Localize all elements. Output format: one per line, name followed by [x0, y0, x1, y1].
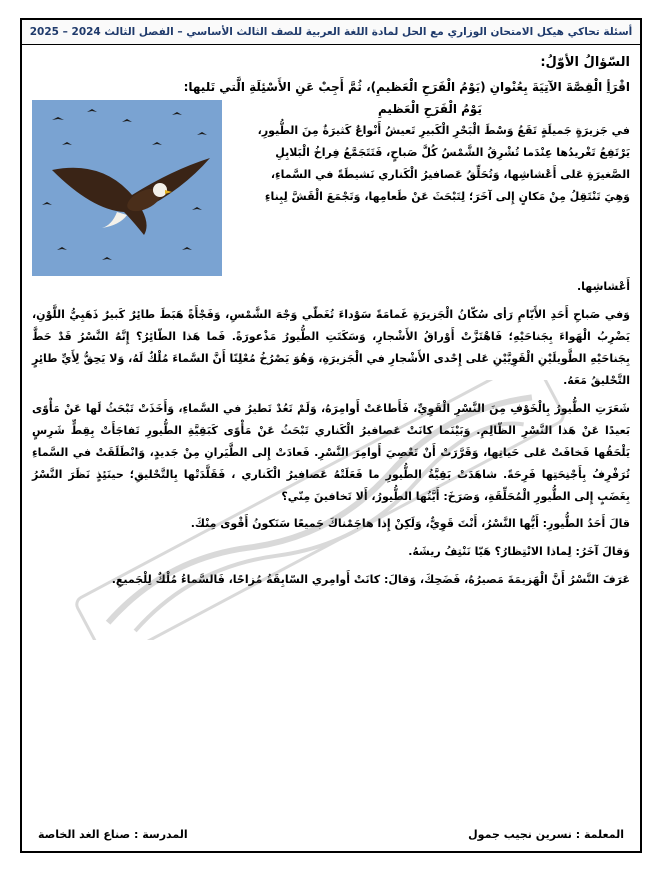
school-name: المدرسة : صناع الغد الخاصة	[38, 828, 188, 841]
story-paragraph-2: وَفي صَباحِ أَحَدِ الأَيّامِ رَأى سُكّانُ الْجَزيرَةِ غَمامَةً سَوْداءَ تُغَطّي وَجْهَ الشَّمْسِ، وَفَجْأَةً هَبَطَ طائِرٌ كَبيرٌ ذَهَبِيُّ اللَّوْنِ، يَضْرِبُ الْهَواءَ بِجَناحَيْهِ؛ فَاهْتَزَّتْ أَوْراقُ الأَشْجارِ، وَسَكَتَتِ الطُّيورُ مَذْعورَةً. فَما هَذا الطّائِرُ؟ إِنَّهُ النَّسْرُ قَدْ حَطَّ بِجَناحَيْهِ الطَّويلَيْنِ الْقَوِيَّيْنِ عَلى إِحْدى الأَشْجارِ في الْجَزيرَةِ، وَهُوَ يَصْرُخُ مُعْلِنًا أَنَّ السَّماءَ مُلْكٌ لَهُ، وَلا يَحِقُّ لِأَيِّ طائِرٍ التَّحْليقُ مَعَهُ.	[32, 308, 630, 387]
content-area	[22, 45, 640, 590]
page-header: أسئلة تحاكي هيكل الامتحان الوزاري مع الحل لمادة اللغة العربية للصف الثالث الأساسي – الفصل الثالث 2024 – 2025	[22, 20, 640, 45]
eagle-image	[32, 100, 222, 276]
story-line-4: وَهِيَ تَنْتَقِلُ مِنْ مَكانٍ إِلى آخَرَ؛ لِتَبْحَثَ عَنْ طَعامِها، وَتَجْمَعَ الْقَشَّ لِبِناءِ	[264, 190, 630, 203]
story-ending: عَرَفَ النَّسْرُ أَنَّ الْهَزيمَةَ مَصيرُهُ، فَضَحِكَ، وَقالَ: كانَتْ أَوامِري السّابِقَةُ مُزاحًا، فَالسَّماءُ مُلْكٌ لِلْجَميعِ.	[111, 573, 630, 586]
question-title: السّؤالُ الأوّلُ:	[540, 55, 630, 70]
story-top-text	[230, 100, 630, 276]
question-instruction: اقْرَأِ الْقِصَّةَ الآتِيَةَ بِعُنْوانِ (يَوْمُ الْفَرَحِ الْعَظيمِ)، ثُمَّ أَجِبْ عَنِ الأَسْئِلَةِ الَّتي تَليها:	[183, 80, 630, 94]
story-title: يَوْمُ الْفَرَحِ الْعَظيمِ	[378, 102, 482, 116]
story-dialogue-2: وَقالَ آخَرُ: لِماذا الانْتِظارُ؟ هَيّا نَنْتِفُ ريشَهُ.	[408, 545, 630, 558]
story-line-3: الصَّغيرَةِ عَلى أَعْشاشِها، وَتُحَلِّقُ عَصافيرُ الْكَناري نَشيطَةً في السَّماءِ،	[270, 168, 630, 181]
story-line-5: أَعْشاشِها.	[577, 280, 630, 293]
story-paragraph-3: شَعَرَتِ الطُّيورُ بِالْخَوْفِ مِنَ النَّسْرِ الْقَوِيِّ، فَأَطاعَتْ أَوامِرَهُ، وَلَمْ تَعُدْ تَطيرُ في السَّماءِ، وَأَخَذَتْ تَبْحَثُ لَها عَنْ مَأْوًى بَعيدًا عَنْ هَذا النَّسْرِ الظّالِمِ. وَبَيْنَما كانَتْ عَصافيرُ الْكَناري تَبْحَثُ عَنْ مَأْوًى كَبَقِيَّةِ الطُّيورِ تَفاجَأَتْ بِقِطٍّ شَرِسٍ يَلْحَقُها فَخافَتْ عَلى حَياتِها، وَقَرَّرَتْ أَنْ تَعْصِيَ أَوامِرَ النَّسْرِ. فَعادَتْ إِلى الطَّيَرانِ مِنْ جَديدٍ، وَانْطَلَقَتْ في السَّماءِ تُرَفْرِفُ بِأَجْنِحَتِها فَرِحَةً. شاهَدَتْ بَقِيَّةُ الطُّيورِ ما فَعَلَتْهُ عَصافيرُ الْكَناري ، فَقَلَّدَتْها بِالتَّحْليقِ؛ حينَئِذٍ نَظَرَ النَّسْرُ بِغَضَبٍ إِلى الطُّيورِ الْمُحَلِّقَةِ، وَصَرَخَ: أَيَّتُها الطُّيورُ، أَلا تَخافينَ مِنّي؟	[32, 402, 630, 503]
story-line-2: يَرْتَفِعُ تَغْريدُها عِنْدَما تُشْرِقُ الشَّمْسُ كُلَّ صَباحٍ، فَتَتَجَمَّعُ فِراخُ الْبَلابِلِ	[275, 146, 630, 159]
eagle-illustration	[32, 100, 222, 276]
story-line-1: في جَزيرَةٍ جَميلَةٍ تَقَعُ وَسْطَ الْبَحْرِ الْكَبيرِ تَعيشُ أَنْواعٌ كَثيرَةٌ مِنَ الطُّيورِ،	[257, 124, 630, 137]
story-top-block	[32, 100, 630, 276]
page-footer	[38, 828, 624, 841]
teacher-name: المعلمة : نسرين نجيب جمول	[468, 828, 624, 841]
worksheet-page	[20, 18, 642, 853]
story-dialogue-1: قالَ أَحَدُ الطُّيورِ: أَيُّها النَّسْرُ، أَنْتَ قَوِيٌّ، وَلَكِنْ إِذا هاجَمْناكَ جَميعًا سَنَكونُ أَقْوى مِنْكَ.	[190, 517, 630, 530]
